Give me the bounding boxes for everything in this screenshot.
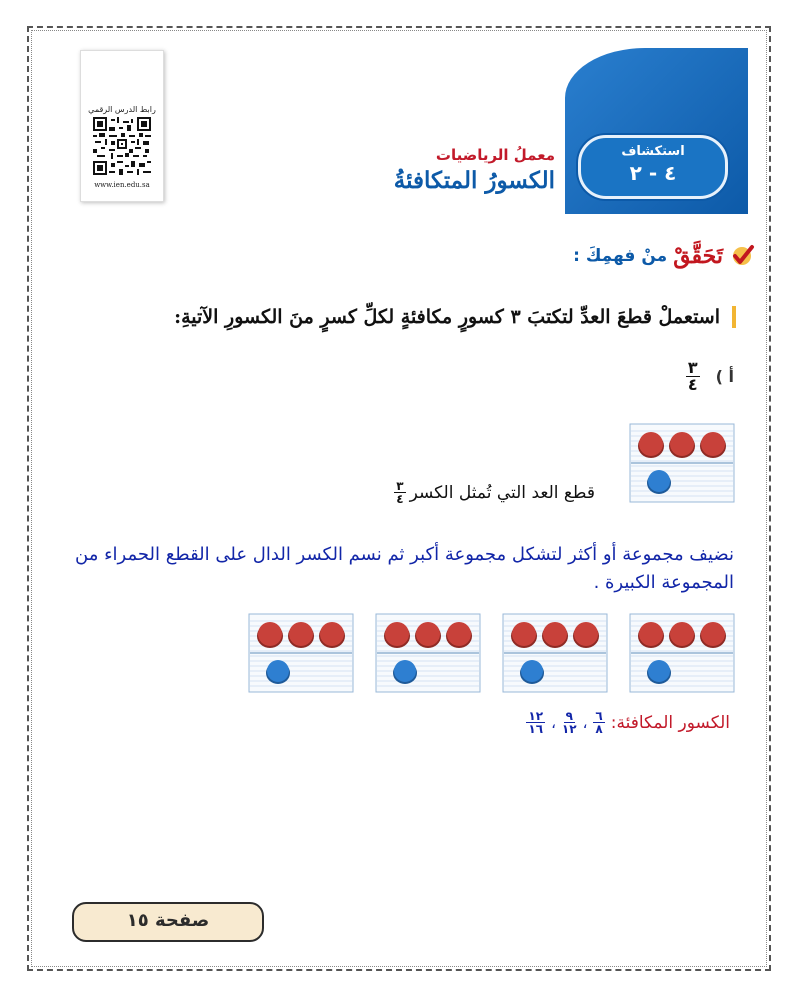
red-counter: [639, 432, 663, 456]
checkmark-icon: [729, 243, 755, 269]
blue-counter: [648, 660, 670, 682]
lesson-badge-label: استكشاف: [621, 144, 685, 159]
fraction-denominator: ٤: [396, 492, 404, 506]
red-counter: [447, 622, 471, 646]
page-number: صفحة ١٥: [72, 902, 264, 942]
check-understanding-header: [573, 243, 755, 269]
blue-counter: [267, 660, 289, 682]
question-a: [686, 360, 734, 393]
fraction-denominator: ١٦: [528, 722, 544, 736]
red-counter: [543, 622, 567, 646]
counter-tile-graphic: [629, 423, 735, 503]
answer-fraction: [562, 710, 577, 735]
check-title: تَحَقَّقْ: [673, 243, 723, 269]
red-counter: [639, 622, 663, 646]
explanation-text: نضيف مجموعة أو أكثر لتشكل مجموعة أكبر ثم نسم الكسر الدال على القطع الحمراء من المجموعة الكبيرة .: [75, 544, 734, 593]
counter-tile-graphic: [502, 613, 608, 693]
counter-tile: [629, 423, 735, 503]
red-counter: [701, 432, 725, 456]
red-counter: [258, 622, 282, 646]
instruction-text: استعملْ قطعَ العدِّ لتكتبَ ٣ كسورٍ مكافئةٍ لكلِّ كسرٍ منَ الكسورِ الآتيةِ:: [174, 306, 736, 328]
red-counter: [320, 622, 344, 646]
answer-label: الكسور المكافئة:: [610, 712, 730, 733]
red-counter: [670, 622, 694, 646]
red-counter: [512, 622, 536, 646]
red-counter: [701, 622, 725, 646]
lesson-badge: [578, 135, 728, 199]
counter-tile-graphic: [248, 613, 354, 693]
red-counter: [574, 622, 598, 646]
fraction-separator: ،: [551, 713, 556, 732]
red-counter: [670, 432, 694, 456]
counter-tile: [502, 613, 608, 693]
qr-code-icon[interactable]: [93, 117, 151, 175]
fraction-denominator: ٤: [687, 375, 698, 394]
fraction-separator: ،: [582, 713, 588, 732]
counter-tile: [248, 613, 354, 693]
fraction-denominator: ١٢: [561, 722, 577, 736]
fraction-numerator: ٩: [565, 709, 573, 723]
tile-caption-text: قطع العد التي تُمثل الكسر: [409, 482, 595, 503]
counter-tile-graphic: [629, 613, 735, 693]
answer-fraction: [526, 710, 545, 735]
question-fraction: [686, 360, 700, 393]
check-subtitle: منْ فهمِكَ :: [573, 246, 668, 266]
tile-caption-fraction: [394, 480, 405, 505]
counter-tile-graphic: [375, 613, 481, 693]
counter-tile: [375, 613, 481, 693]
blue-counter: [521, 660, 543, 682]
fraction-denominator: ٨: [595, 722, 603, 736]
section-label: معملُ الرياضيات: [435, 146, 555, 164]
blue-counter: [648, 470, 670, 492]
lesson-title: الكسورُ المتكافئةُ: [393, 167, 555, 194]
qr-url[interactable]: www.ien.edu.sa: [94, 181, 150, 189]
fraction-numerator: ٣: [687, 358, 698, 377]
red-counter: [385, 622, 409, 646]
counter-tile: [629, 613, 735, 693]
fraction-numerator: ٣: [396, 479, 404, 493]
digital-lesson-card[interactable]: [80, 50, 164, 202]
red-counter: [416, 622, 440, 646]
equivalent-fractions-answer: [526, 710, 730, 735]
red-counter: [289, 622, 313, 646]
answer-fraction: [593, 710, 604, 735]
lesson-number: ٤ - ٢: [629, 161, 677, 185]
tile-caption: [394, 480, 595, 505]
qr-card-title: رابط الدرس الرقمي: [88, 105, 156, 114]
question-letter: أ ): [715, 367, 734, 386]
fraction-numerator: ١٢: [528, 709, 544, 723]
fraction-numerator: ٦: [595, 709, 603, 723]
blue-counter: [394, 660, 416, 682]
